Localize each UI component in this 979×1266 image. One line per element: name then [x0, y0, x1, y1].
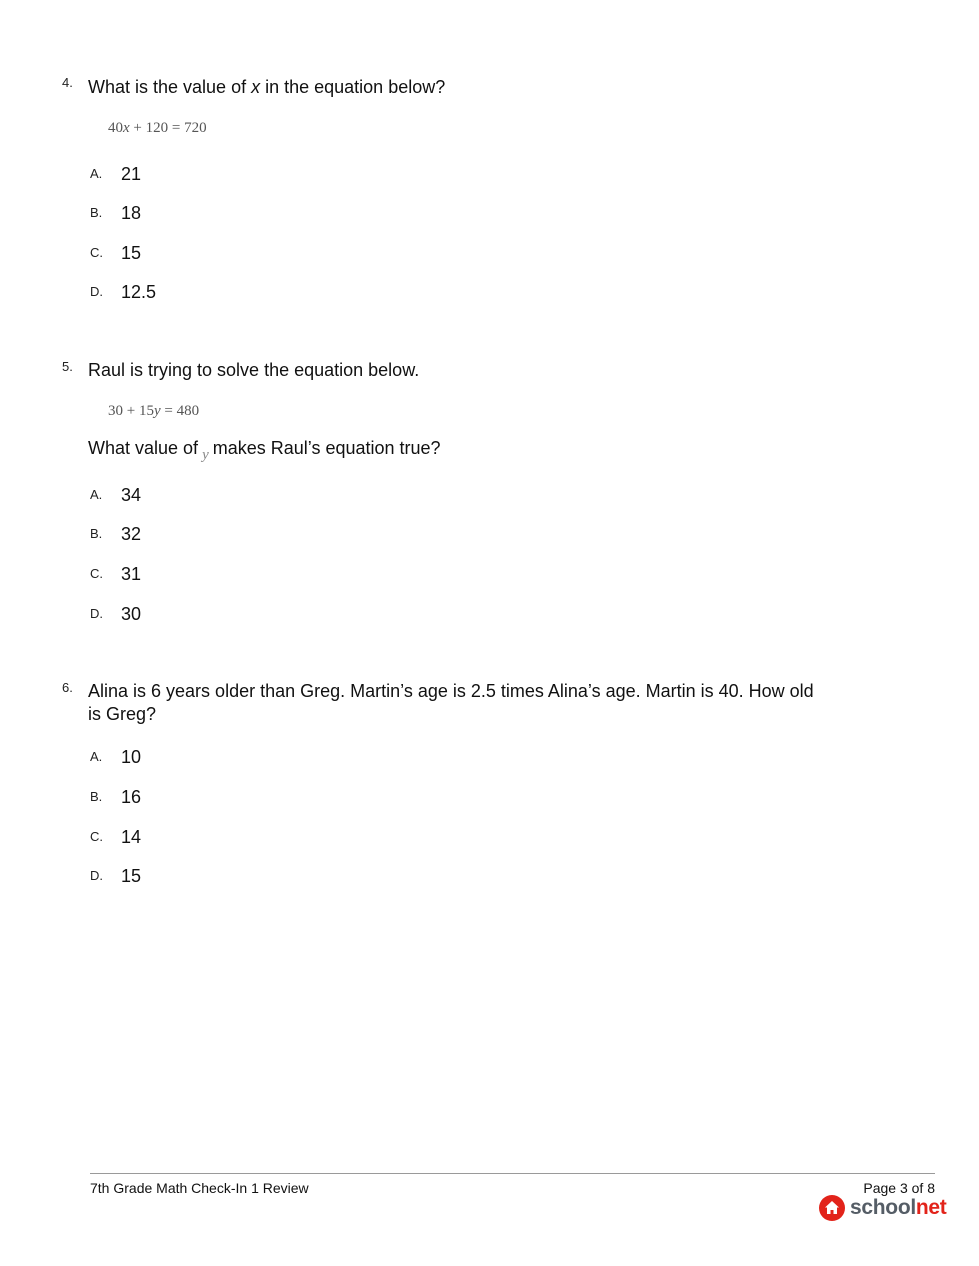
- choice-value: 16: [121, 787, 142, 807]
- choice-value: 15: [121, 866, 142, 886]
- choice-value: 31: [121, 564, 142, 584]
- choice-letter: C.: [90, 829, 103, 844]
- footer-title: 7th Grade Math Check-In 1 Review: [90, 1180, 309, 1196]
- choice-letter: C.: [90, 566, 103, 581]
- choice-value: 10: [121, 747, 142, 767]
- choice-value: 32: [121, 524, 142, 544]
- question-prompt: What is the value of x in the equation below?: [88, 77, 446, 97]
- logo-wordmark: schoolnet: [850, 1196, 947, 1219]
- question-prompt: Alina is 6 years older than Greg. Martin’s age is 2.5 times Alina’s age. Martin is 40. How old is Greg?: [88, 681, 814, 724]
- choice-value: 12.5: [121, 282, 157, 302]
- choice-letter: B.: [90, 789, 103, 804]
- equation: 30 + 15y = 480: [108, 403, 200, 419]
- choice-value: 18: [121, 203, 142, 223]
- choice-letter: A.: [90, 166, 103, 181]
- choice-letter: D.: [90, 606, 103, 621]
- choice-letter: B.: [90, 526, 103, 541]
- footer-divider: [90, 1173, 935, 1174]
- choice-value: 34: [121, 485, 142, 505]
- choice-value: 15: [121, 243, 142, 263]
- choice-value: 14: [121, 827, 142, 847]
- schoolnet-logo: [819, 1194, 947, 1222]
- choice-letter: D.: [90, 868, 103, 883]
- question-number: 6.: [62, 680, 73, 695]
- page-number: Page 3 of 8: [863, 1180, 935, 1196]
- question-number: 5.: [62, 359, 73, 374]
- question-prompt: Raul is trying to solve the equation below.: [88, 360, 420, 380]
- choice-letter: A.: [90, 487, 103, 502]
- house-icon: [819, 1195, 845, 1221]
- question-number: 4.: [62, 75, 73, 90]
- equation: 40x + 120 = 720: [108, 120, 207, 136]
- choice-letter: A.: [90, 749, 103, 764]
- choice-letter: D.: [90, 284, 103, 299]
- choice-value: 30: [121, 604, 142, 624]
- choice-letter: C.: [90, 245, 103, 260]
- choice-value: 21: [121, 164, 142, 184]
- choice-letter: B.: [90, 205, 103, 220]
- question-followup: What value of $_y$ makes Raul’s equation true?: [88, 438, 441, 463]
